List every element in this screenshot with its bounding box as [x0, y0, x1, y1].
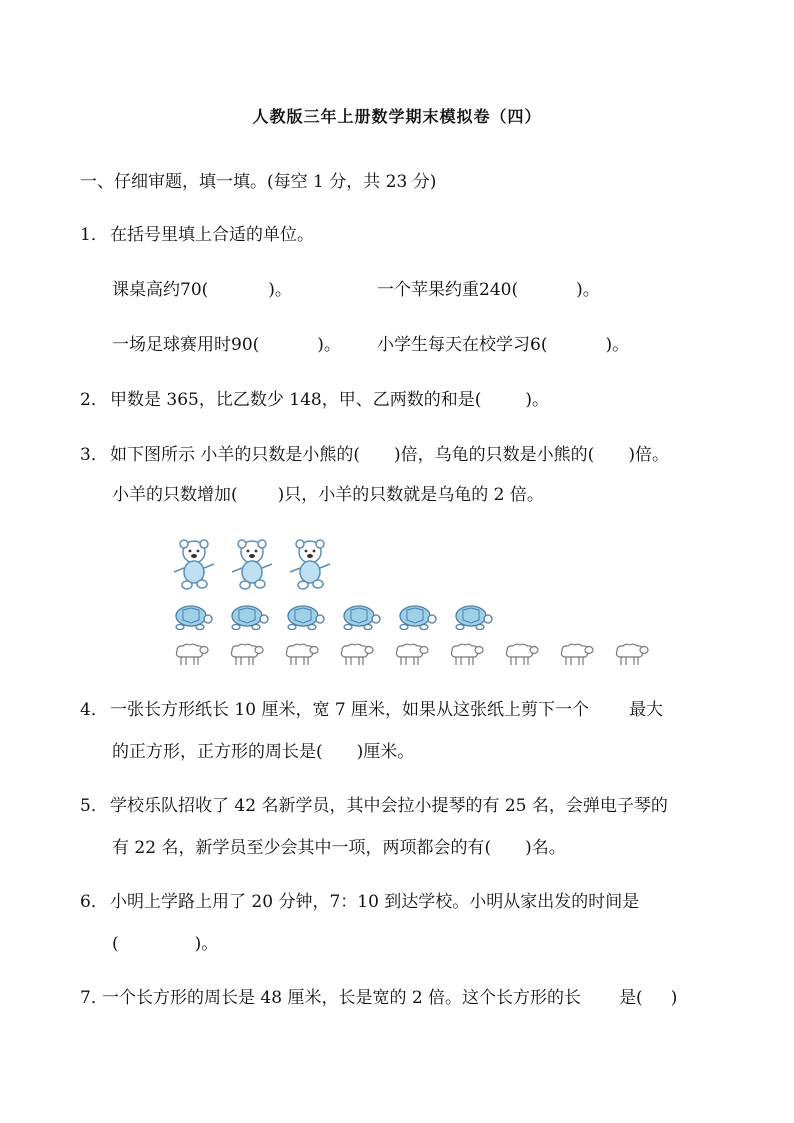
- bear-row: [172, 538, 332, 590]
- question-3: [80, 443, 669, 467]
- bear-icon: [230, 538, 274, 590]
- q1-item-c: [112, 333, 341, 357]
- section-heading: 一、仔细审题，填一填。(每空 1 分，共 23 分): [80, 172, 437, 192]
- turtle-row: [172, 602, 493, 630]
- question-text: ): [670, 988, 678, 1008]
- bear-icon: [172, 538, 216, 590]
- sheep-icon: [172, 641, 210, 667]
- sheep-icon: [282, 641, 320, 667]
- question-number: 2．: [80, 390, 108, 410]
- turtle-icon: [340, 602, 381, 630]
- q1-item-c-text: 一场足球赛用时90(: [112, 335, 260, 355]
- turtle-icon: [284, 602, 325, 630]
- sheep-icon: [502, 641, 540, 667]
- question-text: )厘米。: [356, 742, 415, 762]
- turtle-icon: [396, 602, 437, 630]
- q1-item-a-end: )。: [268, 280, 292, 300]
- question-4: [80, 698, 663, 722]
- turtle-icon: [172, 602, 213, 630]
- question-4-line-2: [112, 740, 414, 764]
- question-number: 3．: [80, 445, 108, 465]
- sheep-icon: [337, 641, 375, 667]
- sheep-row: [172, 641, 650, 667]
- q1-item-a: [112, 278, 292, 302]
- question-number: 6．: [80, 892, 108, 912]
- question-text: )只，小羊的只数就是乌龟的 2 倍。: [277, 485, 544, 505]
- question-text: 一个长方形的周长是 48 厘米，长是宽的 2 倍。这个长方形的长: [102, 988, 582, 1008]
- question-1: [80, 223, 314, 247]
- question-text: 小明上学路上用了 20 分钟，7：10 到达学校。小明从家出发的时间是: [110, 892, 640, 912]
- question-stem: 在括号里填上合适的单位。: [110, 225, 314, 245]
- question-text: (: [112, 934, 119, 954]
- question-3-line-2: [112, 483, 544, 507]
- question-text: 的正方形，正方形的周长是(: [112, 742, 323, 762]
- question-text: 学校乐队招收了 42 名新学员，其中会拉小提琴的有 25 名，会弹电子琴的: [110, 796, 668, 816]
- q1-item-b: [377, 278, 600, 302]
- turtle-icon: [452, 602, 493, 630]
- question-text: 是(: [619, 988, 643, 1008]
- q1-item-c-end: )。: [317, 335, 341, 355]
- q1-item-d-end: )。: [605, 335, 630, 355]
- question-number: 7．: [80, 988, 108, 1008]
- q1-item-d-text: 小学生每天在校学习6(: [377, 335, 548, 355]
- question-7: [80, 986, 677, 1010]
- question-text: 甲数是 365，比乙数少 148，甲、乙两数的和是(: [110, 390, 482, 410]
- question-text: 最大: [629, 700, 664, 720]
- q1-item-d: [377, 333, 629, 357]
- question-5-line-2: [112, 836, 566, 860]
- question-5: [80, 794, 668, 818]
- question-number: 1．: [80, 225, 108, 245]
- sheep-icon: [392, 641, 430, 667]
- bear-icon: [288, 538, 332, 590]
- sheep-icon: [447, 641, 485, 667]
- turtle-icon: [228, 602, 269, 630]
- question-2: [80, 388, 549, 412]
- page-title: 人教版三年上册数学期末模拟卷（四）: [252, 107, 542, 126]
- sheep-icon: [227, 641, 265, 667]
- question-number: 4．: [80, 700, 108, 720]
- q1-item-b-end: )。: [576, 280, 600, 300]
- question-text: 一张长方形纸长 10 厘米，宽 7 厘米，如果从这张纸上剪下一个: [110, 700, 590, 720]
- q1-item-b-text: 一个苹果约重240(: [377, 280, 519, 300]
- sheep-icon: [612, 641, 650, 667]
- question-text: )。: [194, 934, 219, 954]
- question-text-end: )。: [525, 390, 549, 410]
- sheep-icon: [557, 641, 595, 667]
- q1-item-a-text: 课桌高约70(: [112, 280, 209, 300]
- question-text: 小羊的只数增加(: [112, 485, 238, 505]
- question-number: 5．: [80, 796, 108, 816]
- question-text: )名。: [525, 838, 566, 858]
- question-text: )倍，乌龟的只数是小熊的(: [394, 445, 595, 465]
- question-6-line-2: [112, 932, 218, 956]
- question-6: [80, 890, 639, 914]
- question-text: 有 22 名，新学员至少会其中一项，两项都会的有(: [112, 838, 492, 858]
- question-text: )倍。: [628, 445, 669, 465]
- question-text: 如下图所示 小羊的只数是小熊的(: [110, 445, 361, 465]
